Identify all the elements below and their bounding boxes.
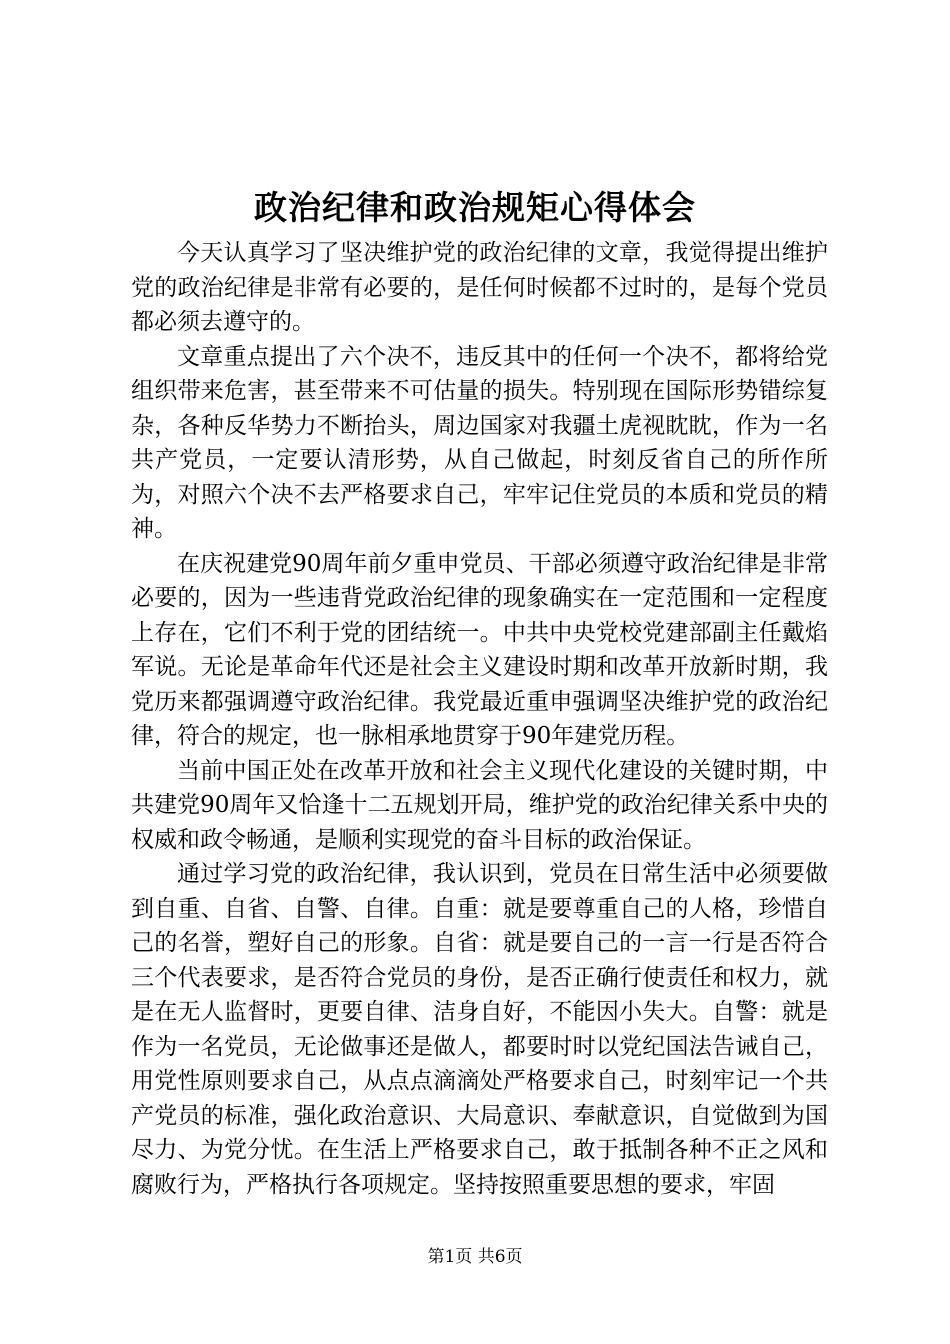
paragraph: 今天认真学习了坚决维护党的政治纪律的文章，我觉得提出维护党的政治纪律是非常有必要的，是任何时候都不过时的，是每个党员都必须去遵守的。 [131, 240, 828, 335]
paragraph: 当前中国正处在改革开放和社会主义现代化建设的关键时期，中共建党90周年又恰逢十二五规划开局，维护党的政治纪律关系中央的权威和政令畅通，是顺利实现党的奋斗目标的政治保证。 [131, 757, 828, 853]
paragraph: 通过学习党的政治纪律，我认识到，党员在日常生活中必须要做到自重、自省、自警、自律。自重：就是要尊重自己的人格，珍惜自己的名誉，塑好自己的形象。自省：就是要自己的一言一行是否符合三个代表要求，是否符合党员的身份，是否正确行使责任和权力，就是在无人监督时，更要自律、洁身自好，不能因小失大。自警：就是作为一名党员，无论做事还是做人，都要时时以党纪国法告诫自己，用党性原则要求自己，从点点滴滴处严格要求自己，时刻牢记一个共产党员的标准，强化政治意识、大局意识、奉献意识，自觉做到为国尽力、为党分忧。在生活上严格要求自己，敢于抵制各种不正之风和腐败行为，严格执行各项规定。坚持按照重要思想的要求，牢固 [131, 861, 828, 1198]
paragraph: 在庆祝建党90周年前夕重申党员、干部必须遵守政治纪律是非常必要的，因为一些违背党政治纪律的现象确实在一定范围和一定程度上存在，它们不利于党的团结统一。中共中央党校党建部副主任戴焰军说。无论是革命年代还是社会主义建设时期和改革开放新时期，我党历来都强调遵守政治纪律。我党最近重申强调坚决维护党的政治纪律，符合的规定，也一脉相承地贯穿于90年建党历程。 [131, 550, 828, 749]
document-body [131, 236, 828, 1202]
document-title: 政治纪律和政治规矩心得体会 [254, 188, 696, 227]
page-number-footer: 第1页 共6页 [427, 1247, 523, 1267]
paragraph: 文章重点提出了六个决不，违反其中的任何一个决不，都将给党组织带来危害，甚至带来不可估量的损失。特别现在国际形势错综复杂，各种反华势力不断抬头，周边国家对我疆土虎视眈眈，作为一名共产党员，一定要认清形势，从自己做起，时刻反省自己的所作所为，对照六个决不去严格要求自己，牢牢记住党员的本质和党员的精神。 [131, 343, 828, 542]
